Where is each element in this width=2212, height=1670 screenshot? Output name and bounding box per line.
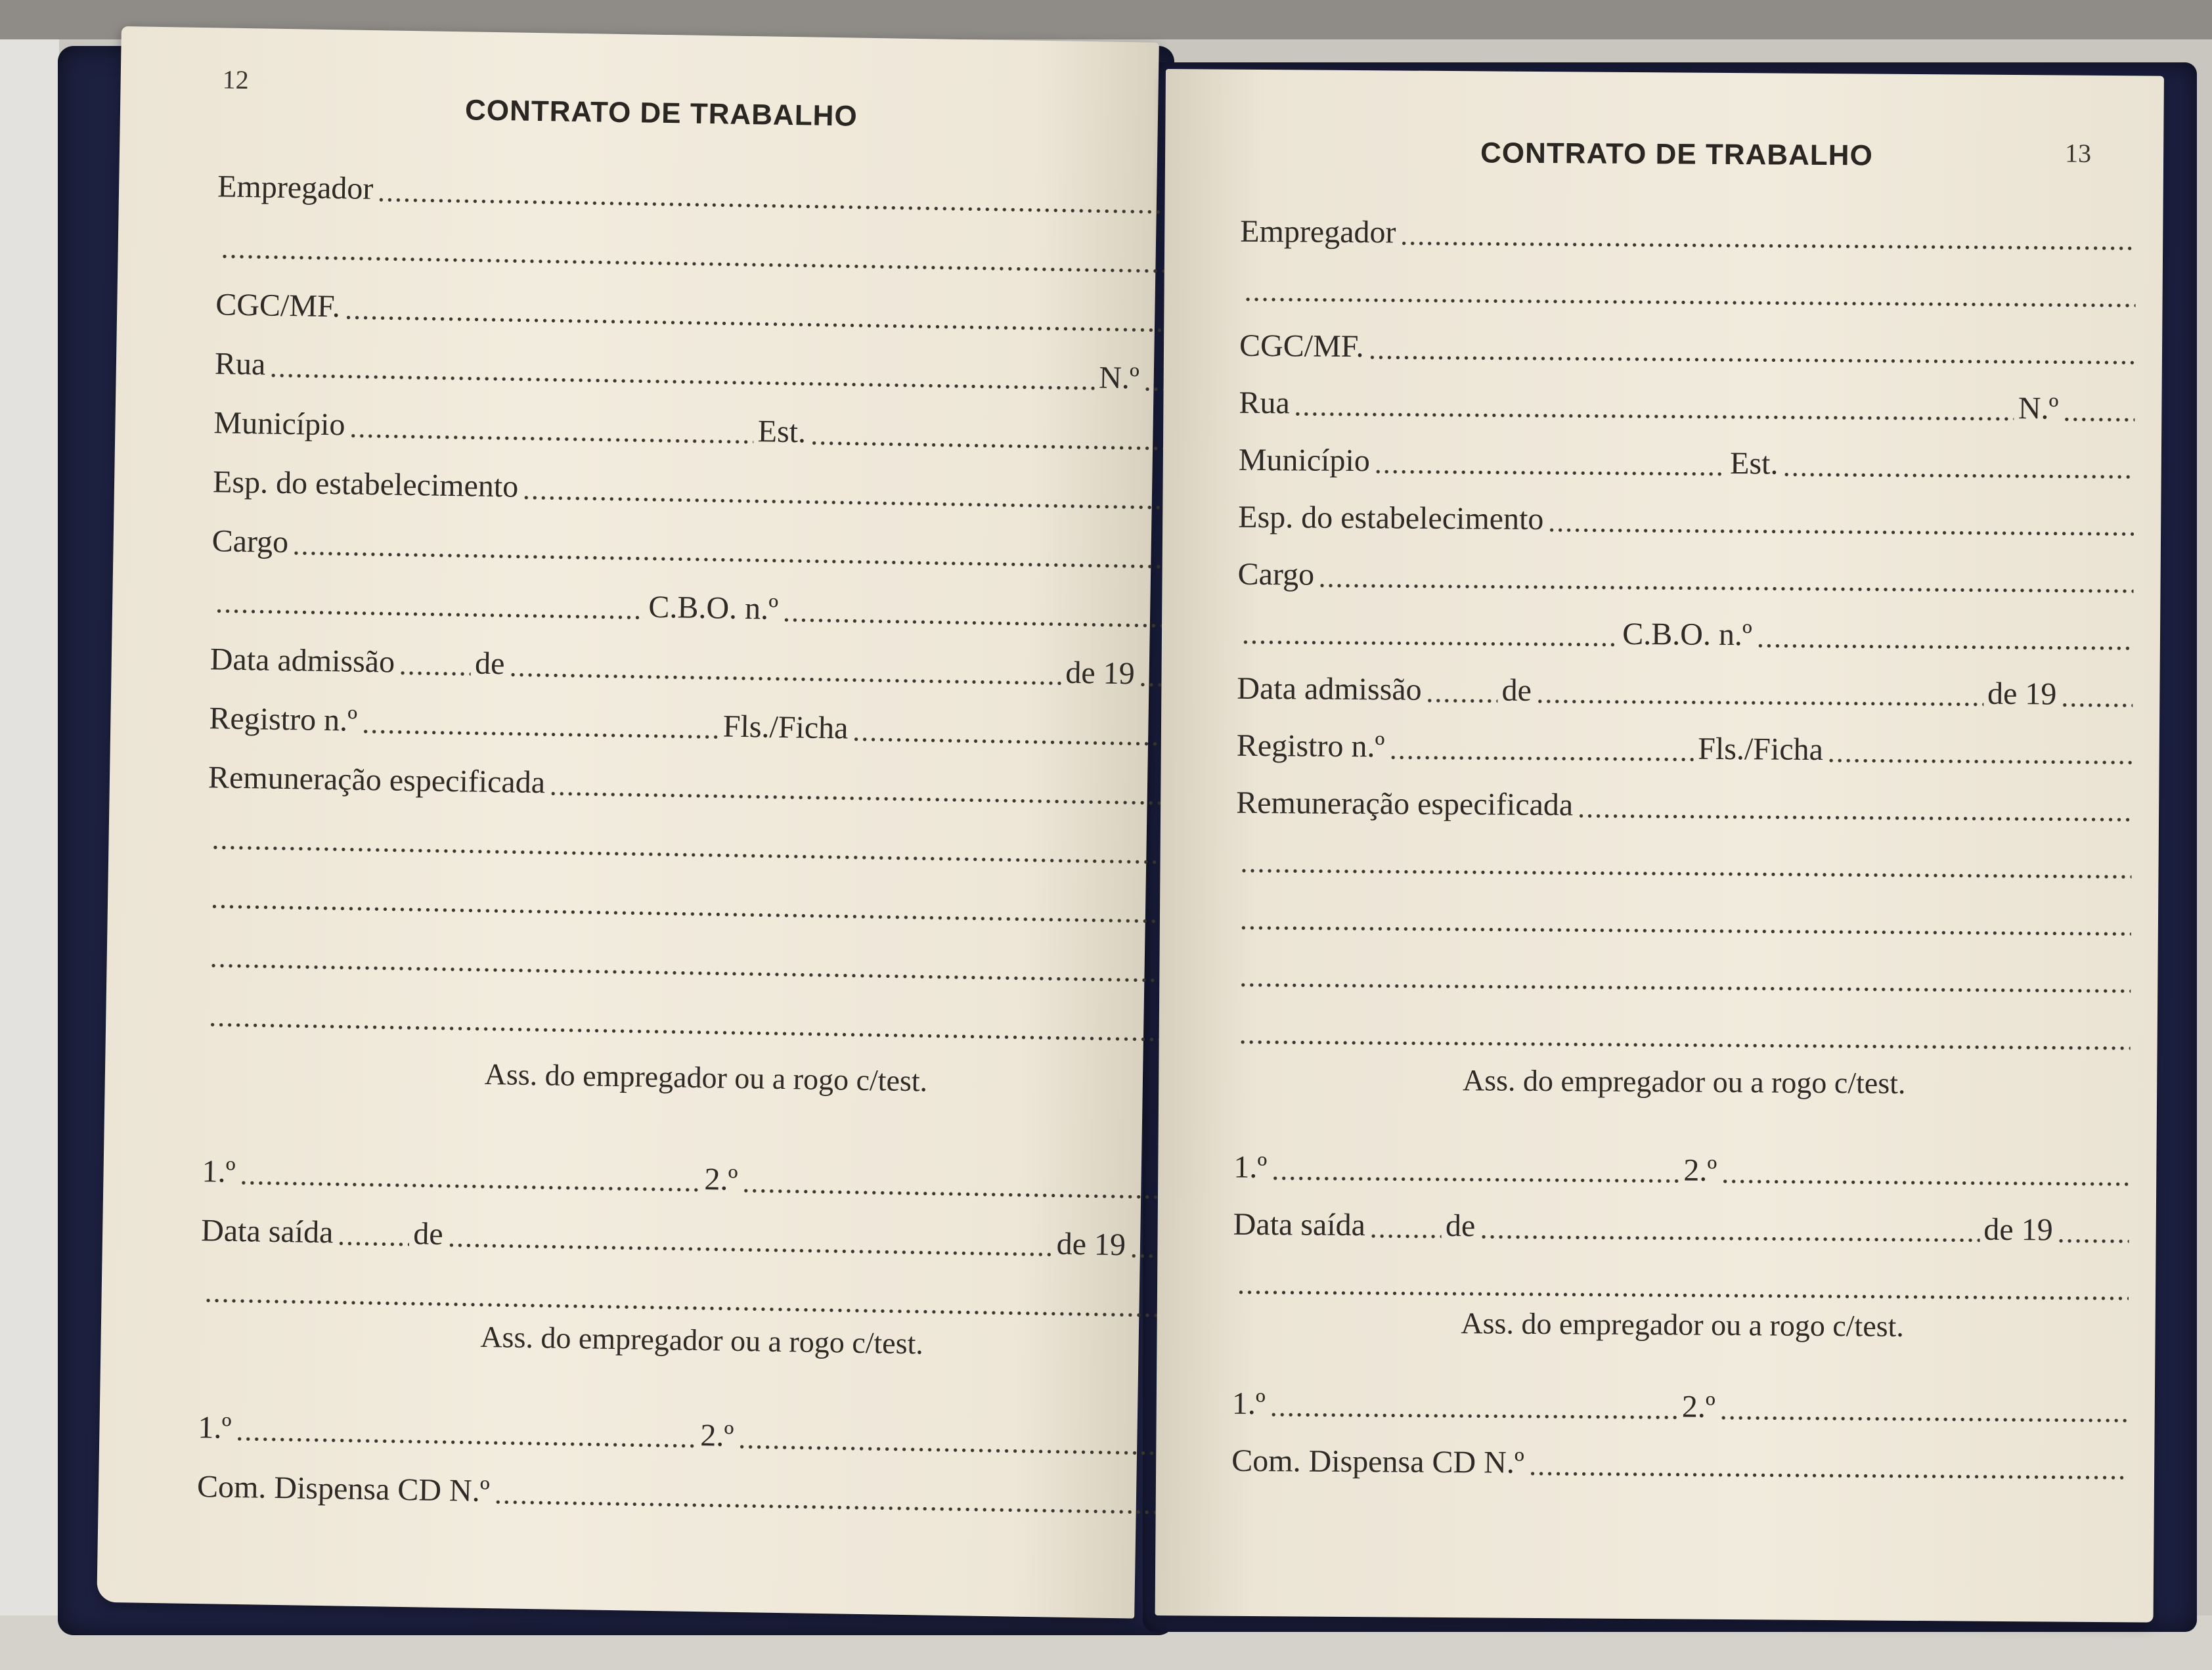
fill-line[interactable]: [209, 948, 1206, 984]
page-number: 12: [222, 64, 250, 95]
field-municipio: Município Est.: [1239, 439, 2138, 488]
field-remuneracao: Remuneração especificada: [208, 757, 1214, 814]
field-testemunhas: 1.º 2.º: [202, 1151, 1207, 1208]
fill-line[interactable]: [220, 239, 1217, 275]
fill-line[interactable]: [1374, 454, 1727, 477]
field-remuneracao-cont: [205, 934, 1210, 992]
field-com-dispensa: Com. Dispensa CD N.º: [197, 1466, 1203, 1524]
fill-line[interactable]: [239, 1166, 700, 1193]
signature-caption: Ass. do empregador ou a rogo c/test.: [480, 1319, 924, 1361]
fill-line[interactable]: [522, 481, 1214, 512]
field-registro: Registro n.º Fls./Ficha: [209, 697, 1214, 755]
fill-line[interactable]: [235, 1422, 696, 1449]
fill-line[interactable]: [344, 300, 1217, 334]
fill-line[interactable]: [549, 776, 1209, 806]
signature-caption: Ass. do empregador ou a rogo c/test.: [1461, 1306, 1905, 1343]
field-esp-estabelecimento: Esp. do estabelecimento: [213, 461, 1218, 519]
fill-line[interactable]: [2060, 688, 2133, 709]
field-data-saida: Data saída de de 19: [201, 1210, 1206, 1267]
field-remuneracao-cont: [1235, 839, 2135, 888]
fill-line[interactable]: [1536, 684, 1983, 707]
fill-line[interactable]: [269, 359, 1095, 391]
fill-line[interactable]: [210, 889, 1207, 925]
fill-line[interactable]: [1721, 1164, 2129, 1187]
fill-line[interactable]: [1369, 1219, 1442, 1239]
fill-line[interactable]: [852, 722, 1210, 748]
fill-line[interactable]: [1756, 628, 2133, 651]
fill-line[interactable]: [1318, 569, 2134, 594]
field-empregador: Empregador: [1240, 211, 2140, 259]
field-registro: Registro n.º Fls./Ficha: [1237, 725, 2136, 774]
field-remuneracao-cont: [204, 993, 1210, 1051]
field-cargo: Cargo: [211, 520, 1217, 578]
fill-line[interactable]: [1827, 743, 2133, 765]
fill-line[interactable]: [1241, 625, 1618, 648]
page-title: CONTRATO DE TRABALHO: [1480, 137, 1873, 172]
field-data-admissao: Data admissão de de 19: [1237, 668, 2136, 716]
signature-caption: Ass. do empregador ou a rogo c/test.: [1462, 1063, 1906, 1100]
field-testemunhas: 1.º 2.º: [198, 1407, 1203, 1464]
fill-line[interactable]: [1239, 1025, 2131, 1051]
fill-line[interactable]: [1577, 799, 2132, 822]
field-empregador: Empregador: [217, 165, 1223, 223]
fill-line[interactable]: [782, 603, 1212, 629]
fill-line[interactable]: [447, 1228, 1052, 1257]
field-cgc: CGC/MF.: [215, 284, 1221, 341]
field-remuneracao-cont: [1235, 896, 2135, 945]
field-esp-estabelecimento: Esp. do estabelecimento: [1238, 496, 2138, 545]
fill-line[interactable]: [204, 1283, 1201, 1319]
fill-line[interactable]: [1782, 458, 2135, 480]
field-testemunhas: 1.º 2.º: [1233, 1147, 2133, 1195]
fill-line[interactable]: [1400, 226, 2136, 251]
fill-line[interactable]: [508, 657, 1061, 686]
fill-line[interactable]: [349, 419, 754, 445]
fill-line[interactable]: [1479, 1220, 1980, 1242]
fill-line[interactable]: [1244, 282, 2136, 308]
page-number: 13: [2064, 138, 2092, 168]
fill-line[interactable]: [738, 1430, 1199, 1457]
fill-line[interactable]: [377, 183, 1218, 215]
fill-line[interactable]: [361, 714, 719, 740]
fill-line[interactable]: [1367, 340, 2135, 365]
field-rua: Rua N.º: [214, 343, 1220, 401]
fill-line[interactable]: [1239, 854, 2131, 879]
fill-line[interactable]: [1294, 397, 2014, 422]
fill-line[interactable]: [1270, 1397, 1678, 1420]
field-cargo: Cargo: [1237, 554, 2137, 602]
fill-line[interactable]: [211, 830, 1208, 866]
background-left: [0, 39, 59, 1670]
field-empregador-cont: [1239, 268, 2139, 317]
field-cgc: CGC/MF.: [1239, 325, 2139, 374]
fill-line[interactable]: [215, 594, 645, 620]
fill-line[interactable]: [1719, 1401, 2128, 1423]
fill-line[interactable]: [292, 536, 1213, 570]
fill-line[interactable]: [1239, 968, 2131, 994]
field-remuneracao-cont: [207, 816, 1212, 873]
field-cbo: C.B.O. n.º: [1237, 611, 2137, 659]
fill-line[interactable]: [337, 1226, 409, 1247]
field-remuneracao-cont: [206, 875, 1212, 933]
fill-line[interactable]: [1237, 1275, 2129, 1301]
fill-line[interactable]: [2062, 403, 2135, 423]
fill-line[interactable]: [1528, 1457, 2128, 1480]
fill-line[interactable]: [1271, 1161, 1679, 1183]
field-data-saida: Data saída de de 19: [1233, 1204, 2133, 1252]
signature-caption: Ass. do empregador ou a rogo c/test.: [484, 1057, 928, 1098]
field-remuneracao: Remuneração especificada: [1236, 782, 2136, 831]
field-testemunhas: 1.º 2.º: [1232, 1383, 2132, 1432]
fill-line[interactable]: [208, 1007, 1205, 1043]
fill-line[interactable]: [493, 1485, 1198, 1516]
field-remuneracao-cont: [1235, 1011, 2135, 1059]
field-data-admissao: Data admissão de de 19: [210, 638, 1215, 696]
field-remuneracao-cont: [1235, 954, 2135, 1002]
page-left: [97, 26, 1159, 1619]
fill-line[interactable]: [810, 426, 1215, 452]
field-empregador-cont: [216, 225, 1222, 282]
fill-line[interactable]: [1239, 911, 2131, 936]
fill-line[interactable]: [1388, 740, 1694, 762]
fill-line[interactable]: [2057, 1224, 2129, 1244]
page-title: CONTRATO DE TRABALHO: [464, 94, 858, 133]
field-com-dispensa: Com. Dispensa CD N.º: [1231, 1440, 2131, 1489]
field-cbo: C.B.O. n.º: [211, 579, 1216, 637]
page-right: [1155, 69, 2164, 1623]
field-signature-line: [1233, 1261, 2133, 1309]
fill-line[interactable]: [1426, 684, 1498, 704]
fill-line[interactable]: [1547, 513, 2134, 537]
field-rua: Rua N.º: [1239, 382, 2138, 431]
field-municipio: Município Est.: [213, 402, 1219, 460]
fill-line[interactable]: [399, 656, 471, 677]
fill-line[interactable]: [741, 1174, 1203, 1200]
